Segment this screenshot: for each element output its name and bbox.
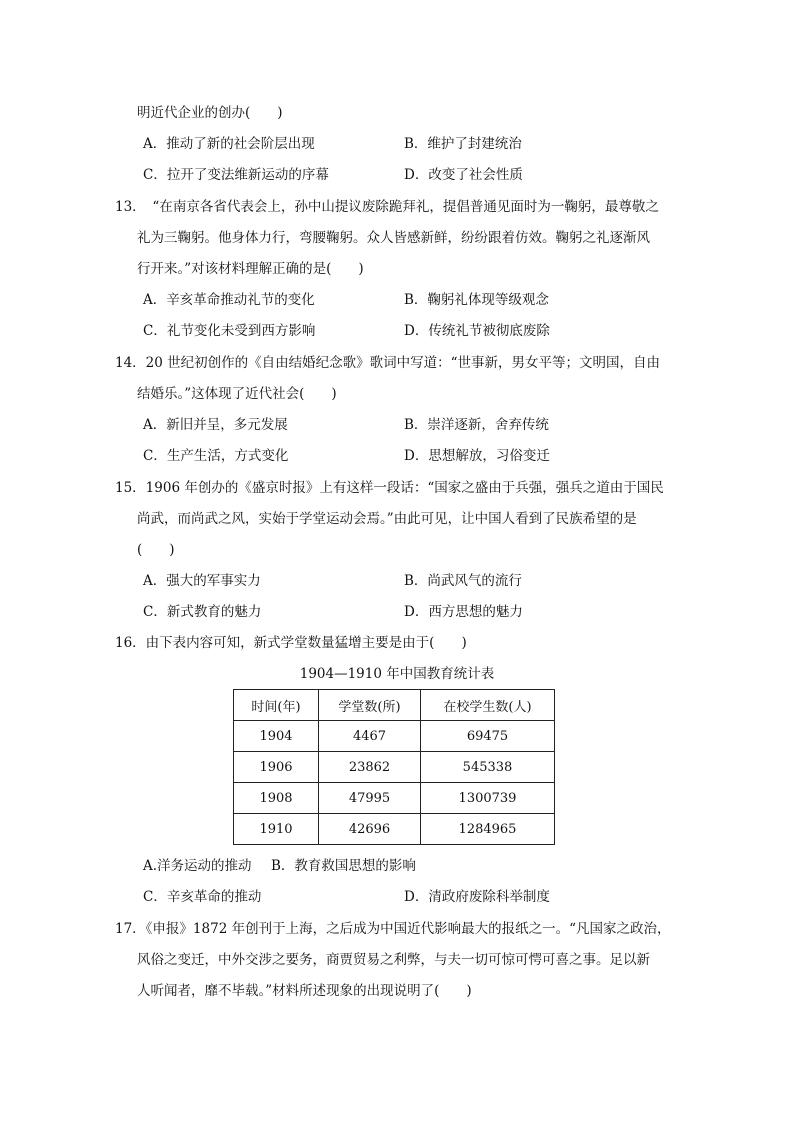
q16-option-a: A.洋务运动的推动 [143,858,252,874]
q12-option-c: C．拉开了变法维新运动的序幕 [143,167,329,183]
q13-stem-line-1: 13． “在南京各省代表会上，孙中山提议废除跪拜礼，提倡普通见面时为一鞠躬，最尊敬之 [115,199,659,215]
q16-option-c: C．辛亥革命的推动 [143,889,262,905]
cell-students: 1300739 [421,783,555,814]
q12-stem-tail: 明近代企业的创办( ) [137,105,283,121]
q12-option-d: D．改变了社会性质 [404,167,523,183]
q13-stem-line-2: 礼为三鞠躬。他身体力行，弯腰鞠躬。众人皆感新鲜，纷纷跟着仿效。鞠躬之礼逐渐风 [137,230,650,246]
q15-option-c: C．新式教育的魅力 [143,604,262,620]
q14-stem-line-2: 结婚乐。”这体现了近代社会( ) [137,386,337,402]
q15-option-a: A．强大的军事实力 [143,573,261,589]
q15-option-d: D．西方思想的魅力 [404,604,523,620]
q17-stem-line-1: 17．《申报》1872 年创刊于上海，之后成为中国近代影响最大的报纸之一。“凡国家之政治， [115,921,671,937]
q14-option-d: D．思想解放，习俗变迁 [404,448,550,464]
q17-stem-line-3: 人听闻者，靡不毕载。”材料所述现象的出现说明了( ) [137,983,472,999]
q14-option-b: B．崇洋逐新，舍弃传统 [404,417,549,433]
cell-year: 1906 [234,752,319,783]
cell-schools: 42696 [319,814,421,845]
q15-stem-line-3: ( ) [137,542,175,558]
q16-option-b: B．教育救国思想的影响 [271,858,416,874]
q16-option-d: D．清政府废除科举制度 [404,889,550,905]
cell-students: 545338 [421,752,555,783]
q12-option-a: A．推动了新的社会阶层出现 [143,136,315,152]
q13-option-c: C．礼节变化未受到西方影响 [143,323,316,339]
q14-stem-line-1: 14．20 世纪初创作的《自由结婚纪念歌》歌词中写道：“世事新，男女平等；文明国，自由 [115,355,661,371]
table-row [234,783,555,814]
q13-option-d: D．传统礼节被彻底废除 [404,323,550,339]
table-row [234,814,555,845]
q15-stem-line-1: 15．1906 年创办的《盛京时报》上有这样一段话：“国家之盛由于兵强，强兵之道由于国民 [115,480,664,496]
q16-stem: 16．由下表内容可知，新式学堂数量猛增主要是由于( ) [115,635,467,651]
cell-schools: 23862 [319,752,421,783]
table-row [234,752,555,783]
cell-schools: 4467 [319,721,421,752]
q13-stem-line-3: 行开来。”对该材料理解正确的是( ) [137,261,364,277]
q12-option-b: B．维护了封建统治 [404,136,522,152]
header-students: 在校学生数(人) [421,690,555,721]
header-schools: 学堂数(所) [319,690,421,721]
cell-year: 1904 [234,721,319,752]
q15-stem-line-2: 尚武，而尚武之风，实始于学堂运动会焉。”由此可见，让中国人看到了民族希望的是 [137,511,637,527]
cell-students: 1284965 [421,814,555,845]
q17-stem-line-2: 风俗之变迁，中外交涉之要务，商贾贸易之利弊，与夫一切可惊可愕可喜之事。足以新 [137,952,650,968]
cell-year: 1908 [234,783,319,814]
cell-students: 69475 [421,721,555,752]
table-row [234,721,555,752]
q13-option-a: A．辛亥革命推动礼节的变化 [143,292,315,308]
table-header-row [234,690,555,721]
q13-option-b: B．鞠躬礼体现等级观念 [404,292,549,308]
cell-schools: 47995 [319,783,421,814]
education-statistics-table [233,689,555,845]
q14-option-a: A．新旧并呈，多元发展 [143,417,288,433]
header-year: 时间(年) [234,690,319,721]
q15-option-b: B．尚武风气的流行 [404,573,522,589]
q14-option-c: C．生产生活，方式变化 [143,448,289,464]
cell-year: 1910 [234,814,319,845]
table-caption: 1904—1910 年中国教育统计表 [299,666,495,682]
